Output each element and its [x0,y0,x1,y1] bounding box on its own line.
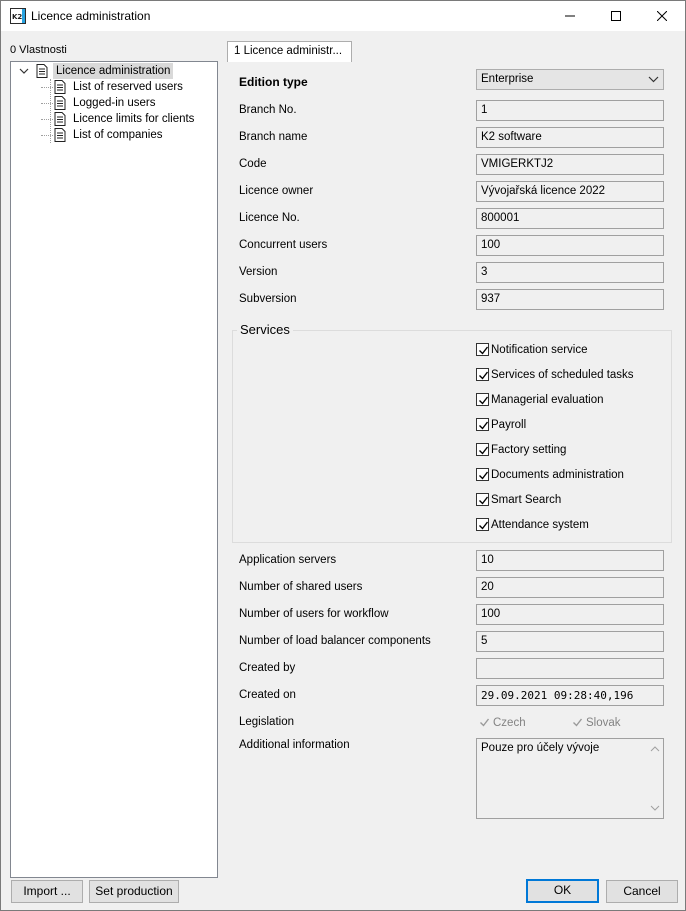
checkbox-checked-icon[interactable] [476,368,489,381]
checkbox-checked-icon[interactable] [476,468,489,481]
title-bar [1,1,685,31]
load-balancer-label: Number of load balancer components [239,635,431,647]
tree-item-licence-limits[interactable] [41,111,211,127]
tree-item-logged-in-users[interactable] [41,95,211,111]
checkbox-label: Notification service [491,344,588,356]
application-servers-label: Application servers [239,554,337,566]
workflow-users-label: Number of users for workflow [239,608,389,620]
tree-item-label: Licence administration [53,63,173,79]
licence-owner-field[interactable]: Vývojařská licence 2022 [476,181,664,202]
k2-app-icon [10,8,26,24]
checkbox-label: Smart Search [491,494,562,506]
tree-item-label: List of companies [73,129,163,141]
concurrent-users-field[interactable]: 100 [476,235,664,256]
created-on-field[interactable]: 29.09.2021 09:28:40,196 [476,685,664,706]
subversion-field[interactable]: 937 [476,289,664,310]
additional-info-value: Pouze pro účely vývoje [481,742,600,754]
version-label: Version [239,266,278,278]
checkbox-checked-icon[interactable] [571,716,584,729]
tree-item-label: Licence limits for clients [73,113,195,125]
minimize-button[interactable] [547,1,593,31]
licence-no-field[interactable]: 800001 [476,208,664,229]
set-production-button[interactable]: Set production [89,880,179,903]
branch-no-label: Branch No. [239,104,297,116]
subversion-label: Subversion [239,293,297,305]
checkbox-checked-icon[interactable] [476,393,489,406]
checkbox-checked-icon[interactable] [476,493,489,506]
checkbox-label: Services of scheduled tasks [491,369,634,381]
ok-button[interactable]: OK [526,879,599,903]
import-button[interactable]: Import ... [11,880,83,903]
services-group [232,330,672,543]
maximize-button[interactable] [593,1,639,31]
tree-item-label: Logged-in users [73,97,156,109]
concurrent-users-label: Concurrent users [239,239,328,251]
services-group-title: Services [237,322,293,337]
branch-name-field[interactable]: K2 software [476,127,664,148]
workflow-users-field[interactable]: 100 [476,604,664,625]
checkbox-checked-icon[interactable] [476,343,489,356]
tree-connector [41,87,53,88]
checkbox-label: Czech [493,717,526,729]
edition-type-select[interactable] [476,69,664,90]
licence-owner-label: Licence owner [239,185,314,197]
load-balancer-field[interactable]: 5 [476,631,664,652]
textarea-scrollbar[interactable] [647,739,663,818]
version-field[interactable]: 3 [476,262,664,283]
code-label: Code [239,158,267,170]
edition-type-value: Enterprise [481,73,534,85]
created-on-label: Created on [239,689,296,701]
additional-info-label: Additional information [239,739,350,751]
additional-info-textarea[interactable] [476,738,664,819]
chevron-down-icon[interactable] [18,63,30,79]
tree-connector [41,119,53,120]
checkbox-label: Documents administration [491,469,624,481]
checkbox-label: Managerial evaluation [491,394,604,406]
tree-item-label: List of reserved users [73,81,183,93]
tab-divider [351,41,352,61]
close-button[interactable] [639,1,685,31]
window-title: Licence administration [31,9,151,23]
tree-connector [41,103,53,104]
checkbox-label: Attendance system [491,519,589,531]
tree-item-list-of-companies[interactable] [41,127,211,143]
checkbox-label: Payroll [491,419,527,431]
created-by-label: Created by [239,662,296,674]
tree-connector [41,135,53,136]
licence-no-label: Licence No. [239,212,300,224]
edition-type-label: Edition type [239,75,308,89]
document-icon [54,128,66,147]
properties-label: 0 Vlastnosti [10,44,67,56]
navigation-tree[interactable] [10,61,218,878]
checkbox-checked-icon[interactable] [476,518,489,531]
branch-no-field[interactable]: 1 [476,100,664,121]
svg-text:K2: K2 [12,13,23,21]
tree-item-licence-administration[interactable] [16,63,186,79]
checkbox-label: Slovak [586,717,621,729]
application-servers-field[interactable]: 10 [476,550,664,571]
checkbox-checked-icon[interactable] [476,443,489,456]
tree-item-reserved-users[interactable] [41,79,211,95]
branch-name-label: Branch name [239,131,308,143]
code-field[interactable]: VMIGERKTJ2 [476,154,664,175]
legislation-label: Legislation [239,716,294,728]
chevron-down-icon [648,73,659,92]
checkbox-label: Factory setting [491,444,567,456]
cancel-button[interactable]: Cancel [606,880,678,903]
checkbox-checked-icon[interactable] [476,418,489,431]
shared-users-field[interactable]: 20 [476,577,664,598]
tab-licence-administration[interactable]: 1 Licence administr... [227,41,352,62]
checkbox-checked-icon[interactable] [478,716,491,729]
created-by-field[interactable] [476,658,664,679]
shared-users-label: Number of shared users [239,581,363,593]
